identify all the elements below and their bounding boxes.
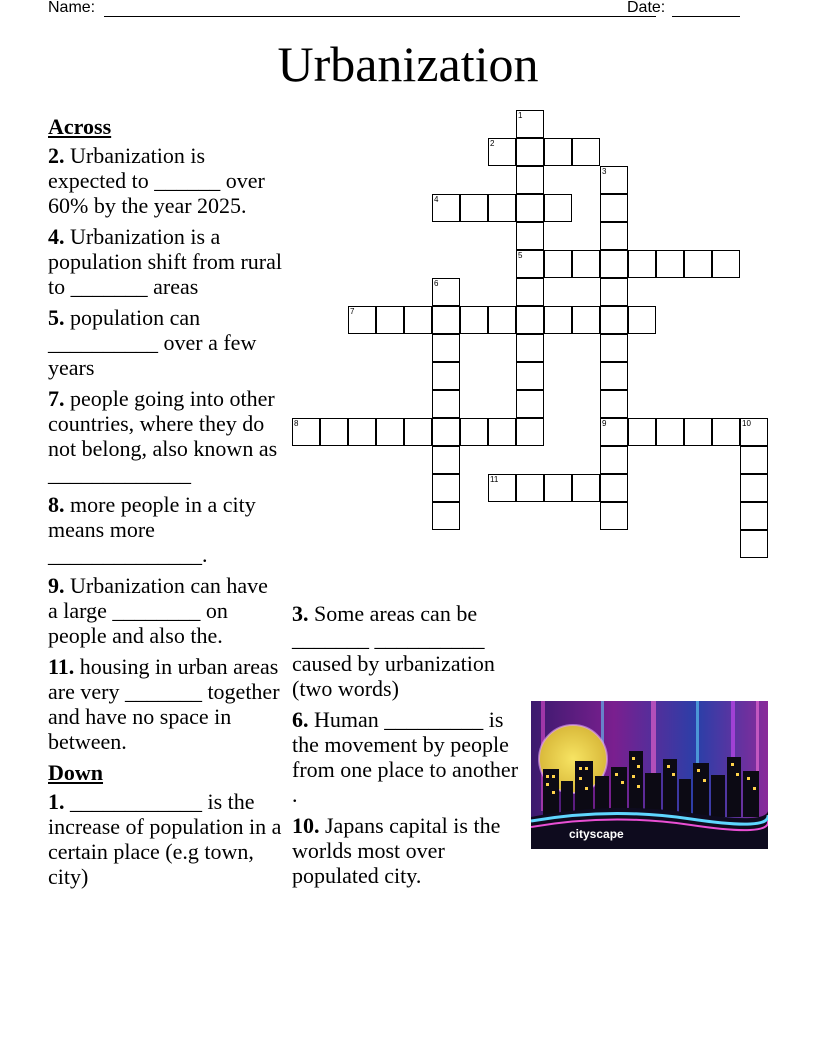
crossword-cell[interactable] <box>740 530 768 558</box>
clue-across-8: 8. more people in a city means more ______________. <box>48 492 256 567</box>
clue-across-9: 9. Urbanization can have a large ________ on people and also the. <box>48 573 268 648</box>
crossword-cell[interactable] <box>432 306 460 334</box>
cell-number: 4 <box>434 195 439 204</box>
cell-number: 6 <box>434 279 439 288</box>
crossword-cell[interactable] <box>488 418 516 446</box>
crossword-cell[interactable] <box>348 306 376 334</box>
crossword-cell[interactable] <box>376 306 404 334</box>
clue-across-7: 7. people going into other countries, where they do not belong, also known as _____________ <box>48 386 278 486</box>
crossword-cell[interactable] <box>740 446 768 474</box>
clue-down-3: 3. Some areas can be _______ __________ caused by urbanization (two words) <box>292 601 495 701</box>
across-heading: Across <box>48 114 112 139</box>
cell-number: 8 <box>294 419 299 428</box>
cell-number: 10 <box>742 419 751 428</box>
crossword-cell[interactable] <box>600 194 628 222</box>
clues-column-left <box>48 114 283 895</box>
crossword-cell[interactable] <box>488 474 516 502</box>
crossword-cell[interactable] <box>516 278 544 306</box>
crossword-cell[interactable] <box>516 362 544 390</box>
clue-across-5: 5. population can __________ over a few years <box>48 305 257 380</box>
clue-down-1: 1. ____________ is the increase of population in a certain place (e.g town, city) <box>48 789 282 889</box>
crossword-cell[interactable] <box>544 306 572 334</box>
crossword-cell[interactable] <box>600 334 628 362</box>
crossword-cell[interactable] <box>460 194 488 222</box>
crossword-cell[interactable] <box>320 418 348 446</box>
crossword-cell[interactable] <box>404 418 432 446</box>
crossword-cell[interactable] <box>516 166 544 194</box>
crossword-cell[interactable] <box>740 418 768 446</box>
crossword-cell[interactable] <box>544 474 572 502</box>
crossword-cell[interactable] <box>572 250 600 278</box>
crossword-cell[interactable] <box>516 222 544 250</box>
crossword-cell[interactable] <box>572 138 600 166</box>
crossword-cell[interactable] <box>544 250 572 278</box>
crossword-cell[interactable] <box>432 446 460 474</box>
crossword-cell[interactable] <box>516 138 544 166</box>
crossword-cell[interactable] <box>432 474 460 502</box>
cell-number: 2 <box>490 139 495 148</box>
crossword-cell[interactable] <box>600 222 628 250</box>
crossword-cell[interactable] <box>516 194 544 222</box>
crossword-cell[interactable] <box>432 390 460 418</box>
crossword-cell[interactable] <box>544 194 572 222</box>
crossword-cell[interactable] <box>516 110 544 138</box>
crossword-cell[interactable] <box>600 250 628 278</box>
cell-number: 1 <box>518 111 523 120</box>
crossword-cell[interactable] <box>488 194 516 222</box>
date-label: Date: <box>627 0 666 16</box>
header <box>48 0 748 18</box>
crossword-cell[interactable] <box>600 474 628 502</box>
crossword-cell[interactable] <box>488 306 516 334</box>
crossword-cell[interactable] <box>432 418 460 446</box>
name-label: Name: <box>48 0 96 16</box>
cell-number: 9 <box>602 419 607 428</box>
cell-number: 5 <box>518 251 523 260</box>
crossword-cell[interactable] <box>628 250 656 278</box>
crossword-cell[interactable] <box>656 250 684 278</box>
clue-down-10: 10. Japans capital is the worlds most over populated city. <box>292 813 501 888</box>
crossword-cell[interactable] <box>432 278 460 306</box>
name-field[interactable] <box>104 16 656 17</box>
crossword-cell[interactable] <box>740 502 768 530</box>
crossword-cell[interactable] <box>404 306 432 334</box>
crossword-cell[interactable] <box>656 418 684 446</box>
cell-number: 7 <box>350 307 355 316</box>
crossword-cell[interactable] <box>572 306 600 334</box>
clue-across-2: 2. Urbanization is expected to ______ over 60% by the year 2025. <box>48 143 265 218</box>
crossword-cell[interactable] <box>460 418 488 446</box>
cityscape-image <box>531 701 768 849</box>
crossword-cell[interactable] <box>432 502 460 530</box>
image-caption: cityscape <box>569 827 624 841</box>
crossword-cell[interactable] <box>516 390 544 418</box>
clues-column-right <box>292 601 527 894</box>
crossword-cell[interactable] <box>600 390 628 418</box>
crossword-cell[interactable] <box>516 334 544 362</box>
page-title: Urbanization <box>277 36 539 92</box>
clue-across-11: 11. housing in urban areas are very _______ together and have no space in between. <box>48 654 280 754</box>
crossword-cell[interactable] <box>516 474 544 502</box>
crossword-cell[interactable] <box>460 306 488 334</box>
crossword-cell[interactable] <box>572 474 600 502</box>
crossword-cell[interactable] <box>684 250 712 278</box>
crossword-cell[interactable] <box>432 194 460 222</box>
crossword-cell[interactable] <box>600 418 628 446</box>
crossword-cell[interactable] <box>600 362 628 390</box>
crossword-cell[interactable] <box>432 334 460 362</box>
crossword-cell[interactable] <box>516 250 544 278</box>
crossword-cell[interactable] <box>376 418 404 446</box>
crossword-cell[interactable] <box>712 250 740 278</box>
crossword-cell[interactable] <box>544 138 572 166</box>
cell-number: 11 <box>490 475 499 484</box>
crossword-cell[interactable] <box>684 418 712 446</box>
crossword-cell[interactable] <box>600 278 628 306</box>
crossword-cell[interactable] <box>600 502 628 530</box>
crossword-cell[interactable] <box>740 474 768 502</box>
down-heading: Down <box>48 760 104 785</box>
crossword-cell[interactable] <box>432 362 460 390</box>
clue-across-4: 4. Urbanization is a population shift from rural to _______ areas <box>48 224 283 299</box>
crossword-cell[interactable] <box>600 166 628 194</box>
date-field[interactable] <box>672 16 740 17</box>
crossword-cell[interactable] <box>628 306 656 334</box>
crossword-cell[interactable] <box>600 446 628 474</box>
crossword-cell[interactable] <box>516 306 544 334</box>
crossword-cell[interactable] <box>516 418 544 446</box>
clue-down-6: 6. Human _________ is the movement by people from one place to another . <box>292 707 519 807</box>
crossword-cell[interactable] <box>712 418 740 446</box>
crossword-cell[interactable] <box>348 418 376 446</box>
crossword-cell[interactable] <box>292 418 320 446</box>
crossword-cell[interactable] <box>628 418 656 446</box>
crossword-cell[interactable] <box>600 306 628 334</box>
crossword-cell[interactable] <box>488 138 516 166</box>
cell-number: 3 <box>602 167 607 176</box>
